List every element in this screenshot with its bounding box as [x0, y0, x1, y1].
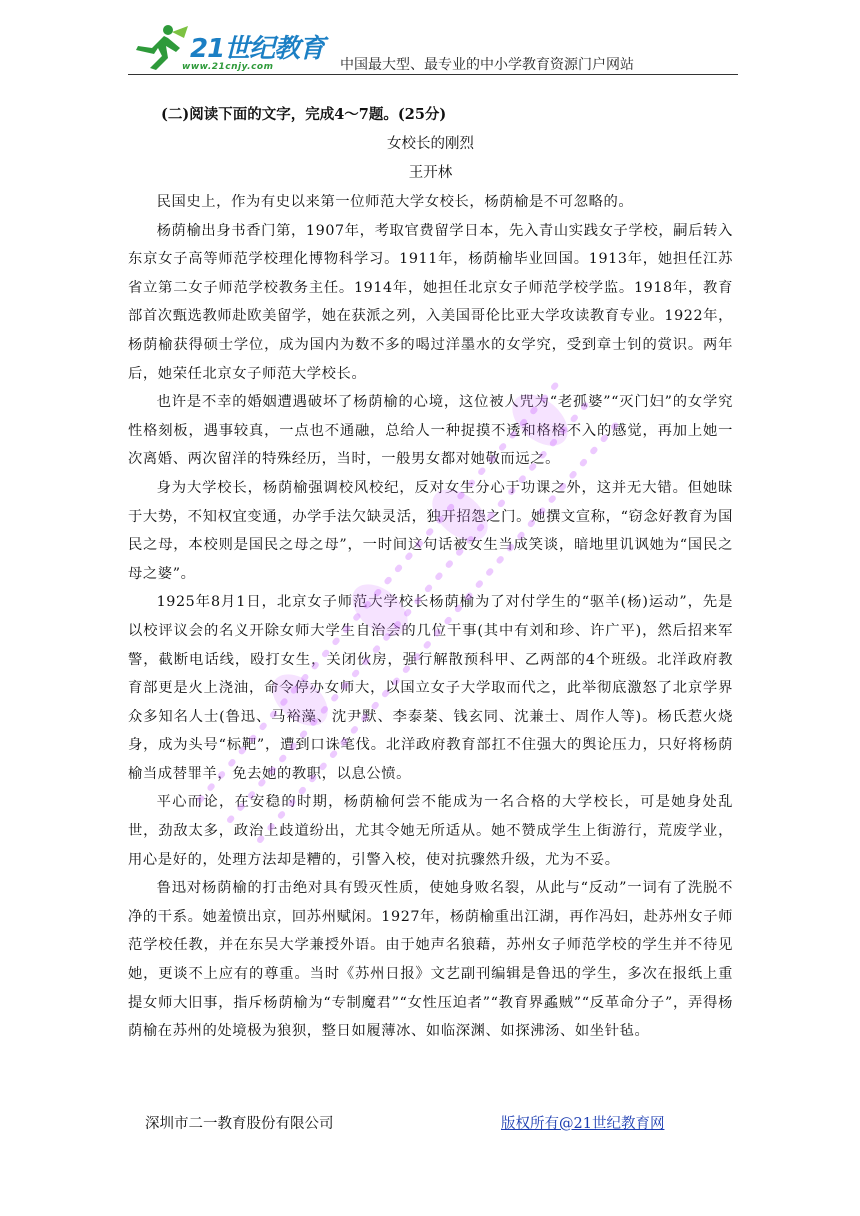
company-name: 深圳市二一教育股份有限公司 — [145, 1116, 334, 1132]
paragraph: 杨荫榆出身书香门第，1907年，考取官费留学日本，先入青山实践女子学校，嗣后转入东京女子高等师范学校理化博物科学习。1911年，杨荫榆毕业回国。1913年，她担任江苏省立第二女子师范学校教务主任。1914年，她担任北京女子师范学校学监。1918年，教育部首次甄选教师赴欧美留学，她在获派之列，入美国哥伦比亚大学攻读教育专业。1922年，杨荫榆获得硕士学位，成为国内为数不多的喝过洋墨水的女学究，受到章士钊的赏识。两年后，她荣任北京女子师范大学校长。 — [128, 222, 733, 382]
paragraph: 平心而论，在安稳的时期，杨荫榆何尝不能成为一名合格的大学校长，可是她身处乱世，劲敌太多，政治上歧道纷出，尤其令她无所适从。她不赞成学生上街游行，荒废学业，用心是好的，处理方法却是糟的，引警入校，使对抗骤然升级，尤为不妥。 — [128, 794, 733, 868]
logo — [128, 22, 338, 74]
header-divider — [128, 74, 738, 75]
paragraph: 1925年8月1日，北京女子师范大学校长杨荫榆为了对付学生的“驱羊(杨)运动”，先是以校评议会的名义开除女师大学生自治会的几位干事(其中有刘和珍、许广平)，然后招来军警，截断电话线，殴打女生，关闭伙房，强行解散预科甲、乙两部的4个班级。北洋政府教育部更是火上浇油，命令停办女师大，以国立女子大学取而代之，此举彻底激怒了北京学界众多知名人士(鲁迅、马裕藻、沈尹默、李泰棻、钱玄同、沈兼士、周作人等)。杨氏惹火烧身，成为头号“标靶”，遭到口诛笔伐。北洋政府教育部扛不住强大的舆论压力，只好将杨荫榆当成替罪羊，免去她的教职，以息公愤。 — [128, 594, 733, 782]
page-footer — [128, 1112, 738, 1136]
logo-url: www.21cnjy.com — [182, 62, 274, 72]
paragraph: 鲁迅对杨荫榆的打击绝对具有毁灭性质，使她身败名裂，从此与“反动”一词有了洗脱不净的干系。她羞愤出京，回苏州赋闲。1927年，杨荫榆重出江湖，再作冯妇，赴苏州女子师范学校任教，并在东吴大学兼授外语。由于她声名狼藉，苏州女子师范学校的学生并不待见她，更谈不上应有的尊重。当时《苏州日报》文艺副刊编辑是鲁迅的学生，多次在报纸上重提女师大旧事，指斥杨荫榆为“专制魔君”“女性压迫者”“教育界蟊贼”“反革命分子”，弄得杨荫榆在苏州的处境极为狼狈，整日如履薄冰、如临深渊、如探沸汤、如坐针毡。 — [128, 880, 733, 1040]
article-title: 女校长的刚烈 — [387, 136, 474, 152]
logo-text: 21世纪教育 — [190, 34, 325, 64]
section-heading: (二)阅读下面的文字，完成4～7题。(25分) — [161, 106, 447, 123]
paragraph: 民国史上，作为有史以来第一位师范大学女校长，杨荫榆是不可忽略的。 — [156, 194, 634, 210]
site-tagline: 中国最大型、最专业的中小学教育资源门户网站 — [340, 57, 634, 73]
paragraph: 身为大学校长，杨荫榆强调校风校纪，反对女生分心于功课之外，这并无大错。但她昧于大势，不知权宜变通，办学手法欠缺灵活，独开招怨之门。她撰文宣称，“窃念好教育为国民之母，本校则是国民之母之母”，一时间这句话被女生当成笑谈，暗地里讥讽她为“国民之母之婆”。 — [128, 479, 733, 582]
article-author: 王开林 — [408, 165, 453, 181]
document-body — [128, 100, 733, 1046]
copyright-link[interactable]: 版权所有@21世纪教育网 — [501, 1116, 665, 1132]
paragraph: 也许是不幸的婚姻遭遇破坏了杨荫榆的心境，这位被人咒为“老孤婆”“灭门妇”的女学究性格刻板，遇事较真，一点也不通融，总给人一种捉摸不透和格格不入的感觉，再加上她一次离婚、两次留洋的特殊经历，当时，一般男女都对她敬而远之。 — [128, 394, 733, 468]
page-header — [128, 22, 738, 77]
